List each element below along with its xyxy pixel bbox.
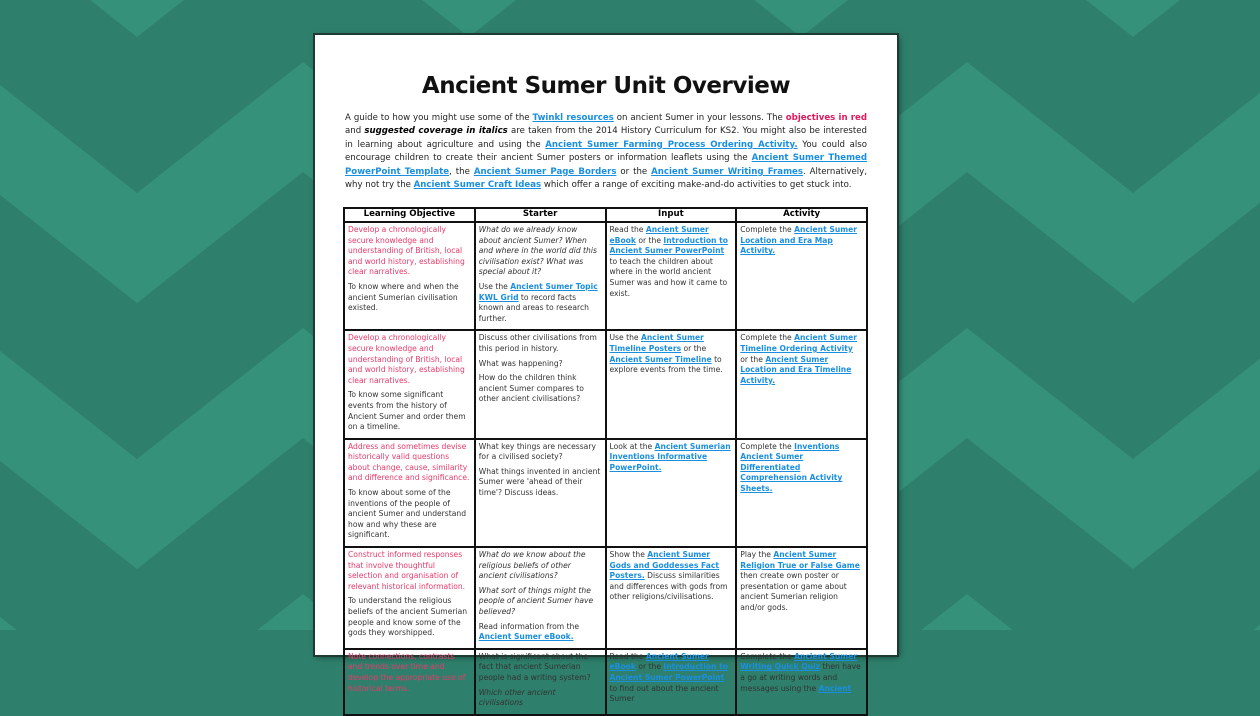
- text-span: You could also encourage children to create their ancient Sumer posters or information leaflets using the: [345, 139, 867, 164]
- cell-paragraph: [479, 550, 602, 582]
- objective-text: Address and sometimes devise historically valid questions about change, cause, similarity and difference and significance.: [348, 441, 470, 483]
- resource-link[interactable]: Ancient Sumer Page Borders: [473, 166, 617, 177]
- text-span: What is significant about the fact that ancient Sumerian people had a writing system?: [478, 651, 591, 682]
- column-header-starter: Starter: [475, 208, 606, 222]
- resource-link[interactable]: Ancient Sumer Craft Ideas: [413, 180, 542, 191]
- text-span: Play the: [740, 550, 774, 560]
- text-span: which offer a range of exciting make-and-do activities to get stuck into.: [541, 180, 852, 191]
- column-header-input: Input: [606, 208, 737, 222]
- text-span: Use the: [609, 333, 641, 343]
- text-span: Complete the: [740, 225, 795, 234]
- cell-paragraph: [740, 550, 863, 614]
- cell-paragraph: [740, 333, 863, 386]
- text-span: Discuss other civilisations from this period in history.: [478, 333, 597, 353]
- objective-text: Develop a chronologically secure knowledge and understanding of British, local and world history, establishing clear narratives.: [348, 333, 465, 385]
- text-span: Which other ancient civilisations: [478, 687, 556, 708]
- document-page: [315, 35, 897, 708]
- resource-link[interactable]: Ancient Sumer Themed PowerPoint Template: [345, 153, 868, 177]
- table-row: [344, 547, 867, 649]
- text-span: Complete the: [740, 333, 795, 343]
- cell-input: [606, 439, 737, 547]
- cell-paragraph: [479, 586, 602, 618]
- text-span: How do the children think ancient Sumer compares to other ancient civilisations?: [478, 373, 584, 404]
- cell-paragraph: [348, 282, 471, 314]
- text-span: or the: [616, 166, 652, 177]
- cell-paragraph: [348, 442, 471, 484]
- resource-link[interactable]: Ancient Sumer Farming Process Ordering Activity.: [545, 139, 798, 150]
- cell-starter: [475, 547, 606, 649]
- table-row: [344, 439, 867, 547]
- table-row: [344, 222, 867, 330]
- cell-starter: [475, 222, 606, 330]
- cell-paragraph: [479, 373, 602, 405]
- text-span: Complete the: [740, 651, 795, 661]
- cell-paragraph: [348, 596, 471, 638]
- document-title: Ancient Sumer Unit Overview: [421, 73, 791, 99]
- column-header-learning-objective: Learning Objective: [344, 208, 475, 222]
- cell-starter: [475, 649, 606, 715]
- cell-paragraph: [479, 622, 602, 643]
- table-header-row: [344, 208, 867, 222]
- cell-paragraph: [348, 390, 471, 432]
- cell-paragraph: [348, 550, 471, 592]
- table-row: [344, 649, 867, 715]
- cell-paragraph: [348, 652, 471, 694]
- resource-link[interactable]: Ancient Sumer Timeline: [609, 354, 712, 364]
- text-span: to explore events from the time.: [609, 354, 723, 375]
- resource-link[interactable]: Ancient Sumer Gods and Goddesses Fact Posters.: [609, 550, 719, 581]
- text-span: suggested coverage in italics: [364, 126, 508, 137]
- cell-activity: [736, 649, 867, 715]
- text-span: are taken from the 2014 History Curriculum for KS2. You might also be interested in learning about agriculture and using the: [345, 126, 867, 150]
- cell-paragraph: [479, 282, 602, 324]
- text-span: to find out about the ancient Sumer: [609, 683, 719, 704]
- text-span: To know some significant events from the history of Ancient Sumer and order them on a timeline.: [348, 390, 466, 432]
- cell-paragraph: [610, 225, 733, 299]
- resource-link[interactable]: Ancient Sumer eBook: [609, 651, 709, 672]
- resource-link[interactable]: Introduction to Ancient Sumer PowerPoint: [609, 662, 728, 682]
- cell-paragraph: [348, 488, 471, 541]
- resource-link[interactable]: Ancient Sumer Location and Era Timeline Activity.: [740, 354, 852, 385]
- cell-paragraph: [479, 652, 602, 684]
- cell-paragraph: [348, 225, 471, 278]
- cell-paragraph: [479, 442, 602, 463]
- text-span: What key things are necessary for a civilised society?: [478, 441, 596, 462]
- cell-paragraph: [610, 333, 733, 375]
- text-span: What do we know about the religious beliefs of other ancient civilisations?: [478, 550, 586, 581]
- cell-starter: [475, 439, 606, 547]
- cell-learning-objective: [344, 330, 475, 438]
- cell-paragraph: [610, 442, 733, 474]
- text-span: then create own poster or presentation or game about ancient Sumerian religion and/or gods.: [740, 571, 847, 612]
- unit-overview-table: [343, 207, 868, 716]
- intro-paragraph: [345, 112, 867, 192]
- text-span: to record facts known and areas to research further.: [478, 292, 589, 323]
- cell-paragraph: [479, 467, 602, 499]
- cell-learning-objective: [344, 439, 475, 547]
- text-span: Read the: [609, 651, 646, 661]
- resource-link[interactable]: Introduction to Ancient Sumer PowerPoint: [609, 235, 728, 256]
- text-span: or the: [635, 235, 664, 245]
- text-span: What sort of things might the people of ancient Sumer have believed?: [478, 585, 594, 616]
- resource-link[interactable]: Ancient: [818, 683, 852, 693]
- table-row: [344, 330, 867, 438]
- text-span: or the: [681, 343, 707, 353]
- resource-link[interactable]: Ancient Sumer Location and Era Map Activity.: [740, 225, 858, 256]
- cell-starter: [475, 330, 606, 438]
- cell-activity: [736, 547, 867, 649]
- cell-input: [606, 330, 737, 438]
- resource-link[interactable]: Twinkl resources: [532, 113, 614, 123]
- cell-learning-objective: [344, 547, 475, 649]
- cell-paragraph: [740, 225, 863, 257]
- text-span: Look at the: [609, 441, 655, 451]
- cell-input: [606, 547, 737, 649]
- text-span: What things invented in ancient Sumer were 'ahead of their time'? Discuss ideas.: [478, 466, 601, 498]
- resource-link[interactable]: Ancient Sumer Topic KWL Grid: [478, 281, 598, 302]
- objective-text: objectives in red: [785, 113, 867, 123]
- resource-link[interactable]: Ancient Sumer Religion True or False Game: [740, 550, 860, 570]
- objective-text: Develop a chronologically secure knowledge and understanding of British, local and world history, establishing clear narratives.: [348, 225, 465, 277]
- resource-link[interactable]: Ancient Sumer Timeline Posters: [609, 333, 704, 353]
- text-span: Use the: [478, 281, 511, 291]
- resource-link[interactable]: Ancient Sumerian Inventions Informative PowerPoint.: [609, 441, 731, 472]
- objective-text: Construct informed responses that involve thoughtful selection and organisation of relevant historical information.: [348, 550, 466, 591]
- cell-paragraph: [479, 359, 602, 370]
- text-span: , the: [449, 166, 474, 177]
- text-span: on ancient Sumer in your lessons. The: [613, 113, 786, 123]
- text-span: to teach the children about where in the world ancient Sumer was and how it came to exist.: [609, 256, 728, 298]
- cell-paragraph: [740, 442, 863, 495]
- text-span: To know about some of the inventions of the people of ancient Sumer and understand how and why these are significant.: [348, 488, 467, 540]
- text-span: Read information from the: [478, 621, 580, 631]
- cell-input: [606, 222, 737, 330]
- text-span: Complete the: [740, 441, 795, 451]
- cell-learning-objective: [344, 649, 475, 715]
- cell-input: [606, 649, 737, 715]
- resource-link[interactable]: Ancient Sumer Writing Frames: [651, 166, 803, 177]
- text-span: To understand the religious beliefs of the ancient Sumerian people and know some of the gods they worshipped.: [348, 596, 468, 638]
- column-header-activity: Activity: [736, 208, 867, 222]
- text-span: and: [345, 126, 365, 137]
- resource-link[interactable]: Inventions Ancient Sumer Differentiated Comprehension Activity Sheets.: [740, 441, 843, 494]
- objective-text: Note connections, contrasts and trends over time and develop the appropriate use of historical terms.: [348, 651, 466, 693]
- resource-link[interactable]: Ancient Sumer Writing Quick Quiz: [740, 651, 858, 672]
- cell-paragraph: [610, 550, 733, 603]
- cell-learning-objective: [344, 222, 475, 330]
- cell-paragraph: [740, 652, 863, 694]
- text-span: then have a go at writing words and messages using the: [740, 662, 861, 693]
- cell-paragraph: [479, 333, 602, 354]
- text-span: Read the: [609, 225, 646, 234]
- text-span: To know where and when the ancient Sumerian civilisation existed.: [348, 281, 459, 313]
- cell-activity: [736, 222, 867, 330]
- text-span: Show the: [609, 550, 648, 560]
- resource-link[interactable]: Ancient Sumer eBook: [609, 225, 709, 245]
- text-span: or the: [740, 354, 766, 364]
- text-span: . Alternatively, why not try the: [345, 166, 867, 191]
- text-span: Discuss similarities and differences with gods from other religions/civilisations.: [609, 571, 728, 602]
- resource-link[interactable]: Ancient Sumer eBook.: [478, 632, 574, 642]
- cell-activity: [736, 439, 867, 547]
- cell-paragraph: [479, 225, 602, 278]
- resource-link[interactable]: Ancient Sumer Timeline Ordering Activity: [740, 333, 858, 353]
- text-span: What do we already know about ancient Sumer? When and where in the world did this civilisation exist? What was special about it?: [478, 225, 597, 277]
- cell-paragraph: [610, 652, 733, 705]
- text-span: or the: [635, 662, 664, 672]
- cell-paragraph: [348, 333, 471, 386]
- cell-paragraph: [479, 688, 602, 709]
- text-span: What was happening?: [478, 358, 563, 368]
- text-span: A guide to how you might use some of the: [345, 113, 533, 123]
- cell-activity: [736, 330, 867, 438]
